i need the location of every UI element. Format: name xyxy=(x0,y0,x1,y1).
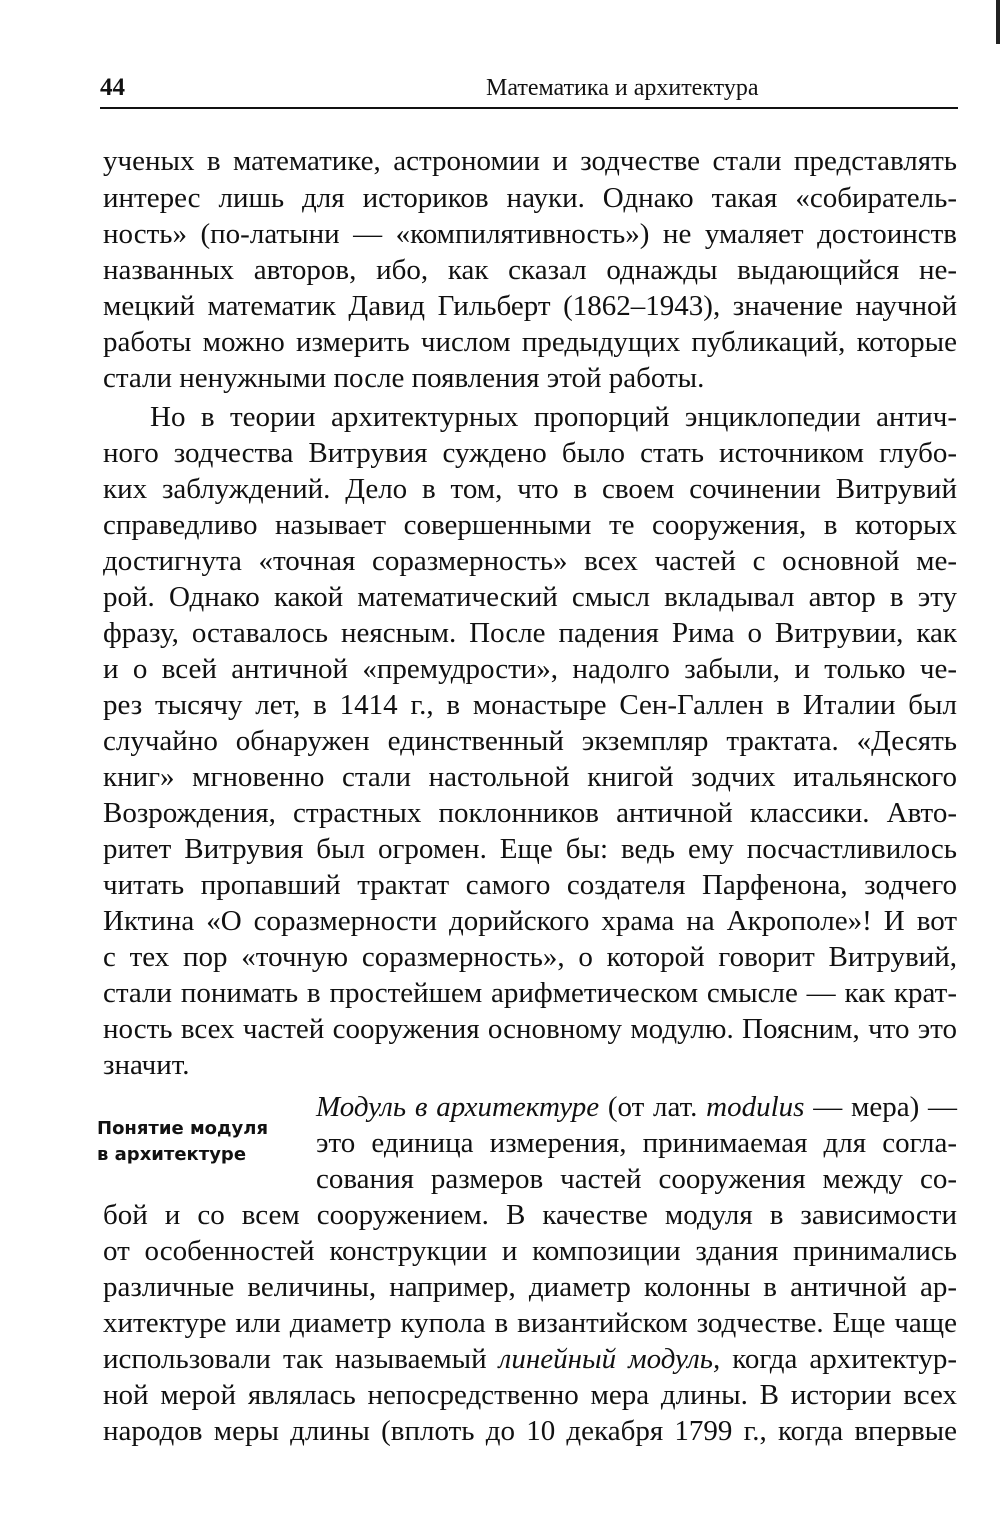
paragraph-2-line-15: Иктина «О соразмерности дорийского храма на Акрополе»! И вот xyxy=(103,905,957,937)
paragraph-1-line-1: ученых в математике, астрономии и зодчестве стали представлять xyxy=(103,145,957,177)
margin-heading xyxy=(97,1116,297,1168)
paragraph-3-line-7: хитектуре или диаметр купола в византийском зодчестве. Еще чаще xyxy=(103,1307,957,1339)
term-module-in-architecture: Модуль в архитектуре xyxy=(316,1091,600,1123)
paragraph-2-line-4: справедливо называет совершенными те сооружения, в которых xyxy=(103,509,957,541)
paragraph-2-line-10: случайно обнаружен единственный экземпляр трактата. «Десять xyxy=(103,725,957,757)
paragraph-3-line-1-end: — мера) — xyxy=(804,1091,957,1123)
margin-heading-line-1: Понятие модуля xyxy=(97,1118,269,1139)
latin-term-modulus: modulus xyxy=(706,1091,805,1123)
paragraph-3-line-2: это единица измерения, принимаемая для согла- xyxy=(316,1127,957,1159)
paragraph-2-line-12: Возрождения, страстных поклонников античной классики. Авто- xyxy=(103,797,957,829)
paragraph-3-line-6: различные величины, например, диаметр колонны в античной ар- xyxy=(103,1271,957,1303)
paragraph-2-line-2: ного зодчества Витрувия суждено было стать источником глубо- xyxy=(103,437,957,469)
paragraph-3-line-10: народов меры длины (вплоть до 10 декабря 1799 г., когда впервые xyxy=(103,1415,957,1447)
paragraph-1-line-6: работы можно измерить числом предыдущих публикаций, которые xyxy=(103,326,957,358)
paragraph-1-line-3: ность» (по-латыни — «компилятивность») не умаляет достоинств xyxy=(103,218,957,250)
paragraph-2-line-17: стали понимать в простейшем арифметическом смысле — как крат- xyxy=(103,977,957,1009)
paragraph-2-line-11: книг» мгновенно стали настольной книгой зодчих итальянского xyxy=(103,761,957,793)
paragraph-3-line-1 xyxy=(316,1089,957,1125)
paragraph-3-line-3: сования размеров частей сооружения между со- xyxy=(316,1163,957,1195)
paragraph-3-line-8-end: когда архитектур- xyxy=(720,1343,957,1375)
paragraph-1-line-7: стали ненужными после появления этой работы. xyxy=(103,362,705,394)
paragraph-3-line-8-start: использовали так называемый xyxy=(103,1343,499,1375)
paragraph-2-line-8: и о всей античной «премудрости», надолго забыли, и только че- xyxy=(103,653,957,685)
paragraph-2-line-3: ких заблуждений. Дело в том, что в своем сочинении Витрувий xyxy=(103,473,957,505)
term-linear-module: линейный модуль, xyxy=(498,1343,721,1375)
header-rule xyxy=(100,107,958,109)
scan-edge-mark xyxy=(996,0,1000,44)
paragraph-2-line-16: с тех пор «точную соразмерность», о которой говорит Витрувий, xyxy=(103,941,957,973)
running-title: Математика и архитектура xyxy=(486,75,759,101)
paragraph-2-line-9: рез тысячу лет, в 1414 г., в монастыре Сен-Галлен в Италии был xyxy=(103,689,957,721)
paragraph-2-line-18: ность всех частей сооружения основному модулю. Поясним, что это xyxy=(103,1013,957,1045)
paragraph-2-line-1: Но в теории архитектурных пропорций энциклопедии антич- xyxy=(150,401,957,433)
margin-heading-line-2: в архитектуре xyxy=(97,1144,247,1165)
paragraph-2-line-14: читать пропавший трактат самого создателя Парфенона, зодчего xyxy=(103,869,957,901)
paragraph-3-line-8 xyxy=(103,1341,957,1377)
paragraph-3-line-4: бой и со всем сооружением. В качестве модуля в зависимости xyxy=(103,1199,957,1231)
paragraph-2-line-5: достигнута «точная соразмерность» всех частей с основной ме- xyxy=(103,545,957,577)
paragraph-2-line-7: фразу, оставалось неясным. После падения Рима о Витрувии, как xyxy=(103,617,957,649)
paragraph-1-line-2: интерес лишь для историков науки. Однако такая «собиратель- xyxy=(103,182,957,214)
paragraph-2-line-6: рой. Однако какой математический смысл вкладывал автор в эту xyxy=(103,581,957,613)
paragraph-1-line-4: названных авторов, ибо, как сказал однажды выдающийся не- xyxy=(103,254,957,286)
paragraph-3-line-5: от особенностей конструкции и композиции здания принимались xyxy=(103,1235,957,1267)
paragraph-2-line-19: значит. xyxy=(103,1049,190,1081)
paragraph-2-line-13: ритет Витрувия был огромен. Еще бы: ведь ему посчастливилось xyxy=(103,833,957,865)
paragraph-1-line-5: мецкий математик Давид Гильберт (1862–1943), значение научной xyxy=(103,290,957,322)
page-header xyxy=(100,74,960,104)
paragraph-3-line-9: ной мерой являлась непосредственно мера длины. В истории всех xyxy=(103,1379,957,1411)
paragraph-3-line-1-mid: (от лат. xyxy=(599,1091,707,1123)
page-number: 44 xyxy=(100,74,125,101)
